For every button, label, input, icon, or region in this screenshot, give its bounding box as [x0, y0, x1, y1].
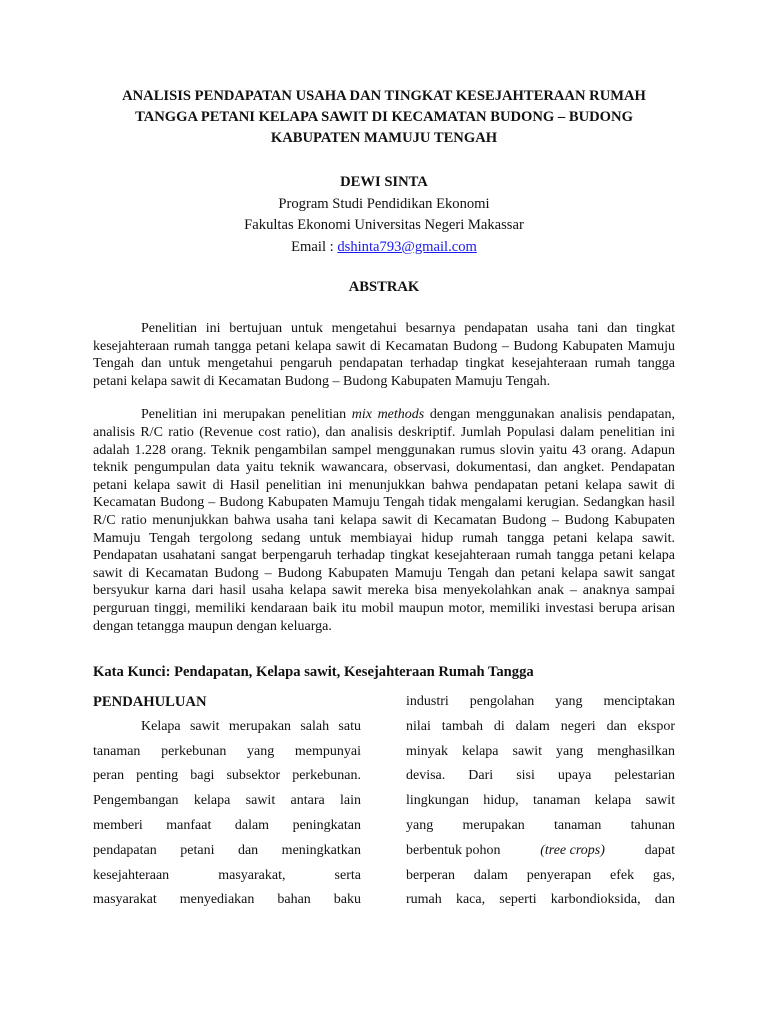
intro-text: berbentuk pohon	[406, 842, 501, 858]
title-line: ANALISIS PENDAPATAN USAHA DAN TINGKAT KESEJAHTERAAN RUMAH	[122, 88, 646, 104]
title-line: TANGGA PETANI KELAPA SAWIT DI KECAMATAN BUDONG – BUDONG	[135, 109, 633, 125]
intro-line: kesejahteraan masyarakat, serta	[93, 867, 361, 883]
author-faculty: Fakultas Ekonomi Universitas Negeri Makassar	[244, 217, 524, 233]
abstract-p2-italic: mix methods	[351, 407, 425, 423]
intro-line: Kelapa sawit merupakan salah satu	[141, 718, 361, 734]
abstract-paragraph-1: Penelitian ini bertujuan untuk mengetahui besarnya pendapatan usaha tani dan tingkat kesejahteraan rumah tangga petani kelapa sawit di Kecamatan Budong – Budong Kabupaten Mamuju Tengah dan untuk mengetahui pengaruh pendapatan terhadap tingkat kesejahteraan rumah tangga petani kelapa sawit di Kecamatan Budong – Budong Kabupaten Mamuju Tengah.	[93, 321, 675, 389]
abstract-body	[93, 320, 675, 635]
intro-line: industri pengolahan yang menciptakan	[406, 694, 675, 709]
intro-line: berperan dalam penyerapan efek gas,	[406, 867, 675, 883]
keywords: Kata Kunci: Pendapatan, Kelapa sawit, Kesejahteraan Rumah Tangga	[93, 664, 534, 680]
intro-line: lingkungan hidup, tanaman kelapa sawit	[406, 793, 675, 809]
author-email	[60, 237, 708, 259]
intro-line: Pengembangan kelapa sawit antara lain	[93, 793, 361, 809]
intro-line: peran penting bagi subsektor perkebunan.	[93, 768, 361, 784]
author-program: Program Studi Pendidikan Ekonomi	[278, 195, 490, 212]
intro-line: pendapatan petani dan meningkatkan	[93, 842, 361, 858]
author-block	[60, 172, 708, 258]
intro-line: rumah kaca, seperti karbondioksida, dan	[406, 892, 675, 908]
section-heading: PENDAHULUAN	[93, 694, 207, 710]
intro-line: minyak kelapa sawit yang menghasilkan	[406, 743, 675, 759]
intro-line: memberi manfaat dalam peningkatan	[93, 817, 361, 833]
abstract-heading: ABSTRAK	[348, 279, 420, 295]
intro-line-mixed	[406, 839, 675, 864]
email-link[interactable]: dshinta793@gmail.com	[337, 238, 477, 255]
intro-italic-term: (tree crops)	[540, 842, 605, 858]
intro-line: masyarakat menyediakan bahan baku	[93, 892, 361, 908]
intro-line: devisa. Dari sisi upaya pelestarian	[406, 768, 675, 784]
intro-line: nilai tambah di dalam negeri dan ekspor	[406, 718, 675, 734]
intro-right-column	[406, 690, 675, 913]
intro-left-column	[93, 690, 361, 913]
title-line: KABUPATEN MAMUJU TENGAH	[270, 130, 498, 146]
intro-line: yang merupakan tanaman tahunan	[406, 817, 675, 833]
author-name: DEWI SINTA	[340, 174, 428, 190]
intro-text: dapat	[644, 842, 675, 858]
abstract-p2-rest: dengan menggunakan analisis pendapatan, analisis R/C ratio (Revenue cost ratio), dan analisis deskriptif. Jumlah Populasi dalam penelitian ini adalah 1.228 orang. Teknik pengambilan sampel menggunakan rumus slovin yaitu 43 orang. Adapun teknik pengumpulan data yaitu teknik wawancara, observasi, dokumentasi, dan angket. Pendapatan petani kelapa sawit di Hasil penelitian ini menunjukkan bahwa pendapatan petani kelapa sawit di Kecamatan Budong – Budong Kabupaten Mamuju Tengah tidak mengalami kerugian. Sedangkan hasil R/C ratio menunjukkan bahwa usaha tani kelapa sawit di Kecamatan Budong – Budong Kabupaten Mamuju Tengah tergolong sedang untuk membiayai hidup rumah tangga petani kelapa sawit. Pendapatan usahatani sangat berpengaruh terhadap tingkat kesejahteraan rumah tangga petani kelapa sawit di Kecamatan Budong – Budong Kabupaten Mamuju Tengah dan petani kelapa sawit sangat bersyukur karna dari hasil usaha kelapa sawit mereka bisa menyekolahkan anak – anaknya sampai perguruan tinggi, memiliki kendaraan baik itu mobil maupun motor, memiliki investasi berupa arisan dengan tetangga maupun dengan keluarga.	[93, 407, 675, 634]
email-label: Email :	[291, 238, 338, 255]
intro-line: tanaman perkebunan yang mempunyai	[93, 743, 361, 759]
paper-title	[60, 86, 708, 149]
abstract-p2-start: Penelitian ini merupakan penelitian	[141, 407, 352, 423]
abstract-paragraph-2	[93, 406, 675, 635]
